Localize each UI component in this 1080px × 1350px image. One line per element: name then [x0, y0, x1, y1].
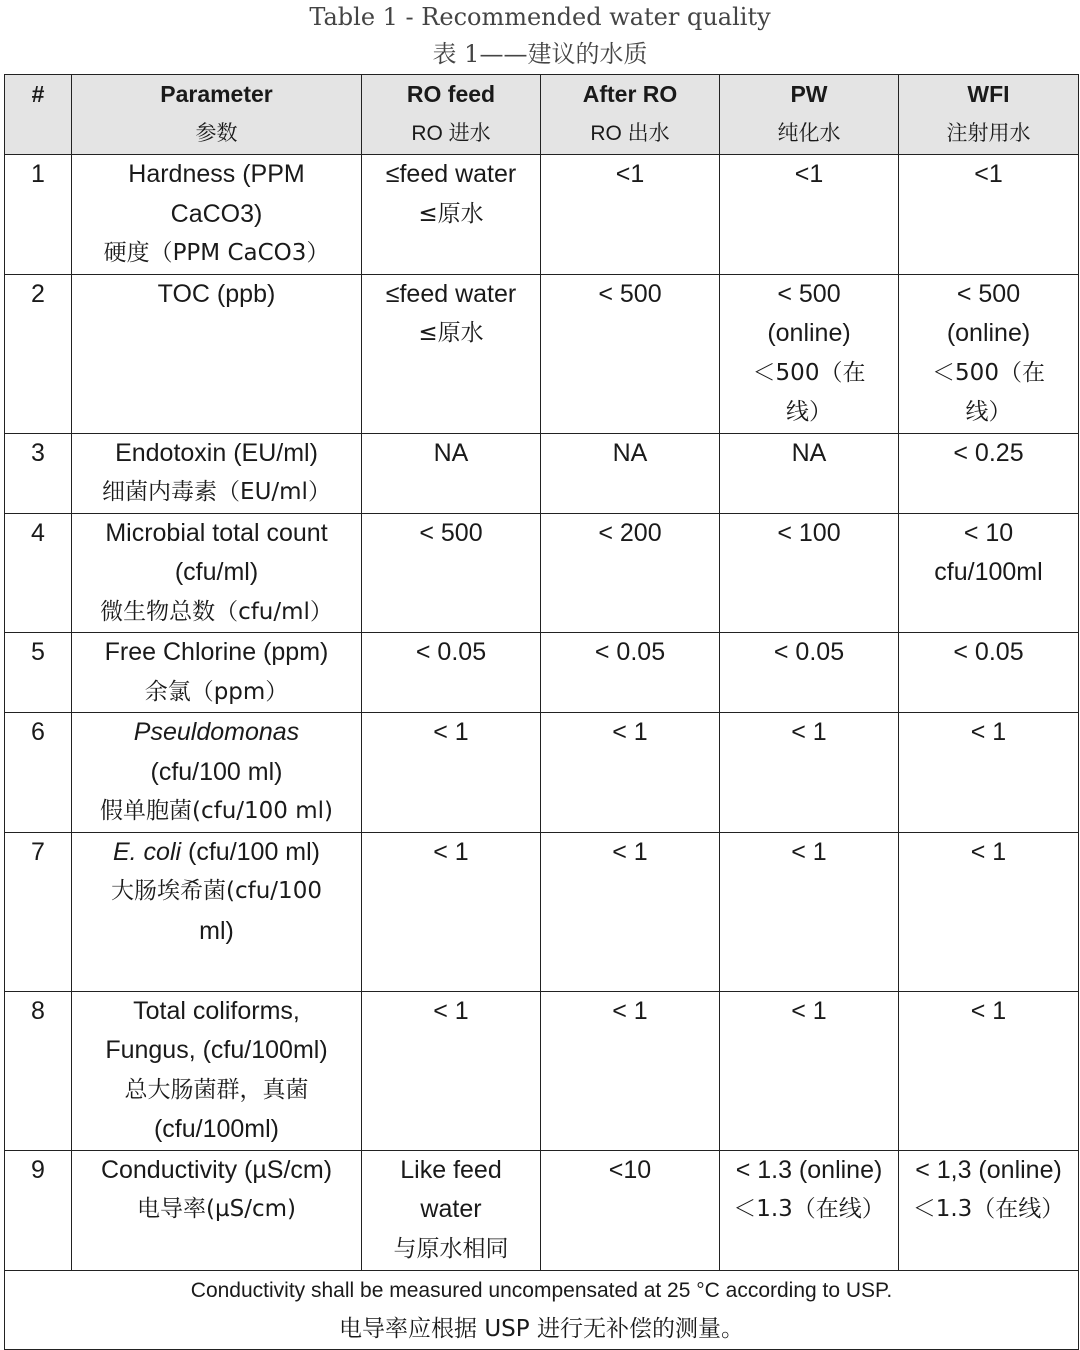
ro-feed-cell: ≤feed water ≤原水 — [362, 155, 541, 275]
ro-feed-cell: < 1 — [362, 991, 541, 1150]
note-zh: 电导率应根据 USP 进行无补偿的测量。 — [339, 1315, 744, 1342]
after-ro-cell: <1 — [541, 155, 720, 275]
table-row — [5, 713, 1079, 833]
header-pw: PW 纯化水 — [720, 75, 899, 155]
ro-feed-cell: < 500 — [362, 513, 541, 633]
after-ro-cell: < 1 — [541, 832, 720, 991]
table-row — [5, 513, 1079, 633]
row-number: 5 — [5, 633, 72, 713]
pw-cell: < 1.3 (online) ＜1.3（在线） — [720, 1150, 899, 1270]
wfi-cell: < 500 (online) ＜500（在 线） — [899, 274, 1079, 433]
pw-cell: <1 — [720, 155, 899, 275]
note-en: Conductivity shall be measured uncompensated at 25 °C according to USP. — [190, 1278, 893, 1302]
after-ro-cell: NA — [541, 433, 720, 513]
row-number: 7 — [5, 832, 72, 991]
parameter-cell: Endotoxin (EU/ml) 细菌内毒素（EU/ml） — [72, 433, 362, 513]
parameter-cell: Total coliforms, Fungus, (cfu/100ml) 总大肠菌群，真菌 (cfu/100ml) — [72, 991, 362, 1150]
parameter-cell: Conductivity (µS/cm) 电导率(µS/cm) — [72, 1150, 362, 1270]
ro-feed-cell: < 1 — [362, 832, 541, 991]
after-ro-cell: < 1 — [541, 991, 720, 1150]
ro-feed-cell: ≤feed water ≤原水 — [362, 274, 541, 433]
ro-feed-cell: < 0.05 — [362, 633, 541, 713]
after-ro-cell: < 500 — [541, 274, 720, 433]
table-row — [5, 433, 1079, 513]
row-number: 1 — [5, 155, 72, 275]
parameter-cell: TOC (ppb) — [72, 274, 362, 433]
row-number: 8 — [5, 991, 72, 1150]
parameter-cell: E. coli (cfu/100 ml) 大肠埃希菌(cfu/100 ml) — [72, 832, 362, 991]
table-title-en: Table 1 - Recommended water quality — [309, 3, 771, 31]
header-row — [5, 75, 1079, 155]
pw-cell: < 500 (online) ＜500（在 线） — [720, 274, 899, 433]
after-ro-cell: < 0.05 — [541, 633, 720, 713]
after-ro-cell: < 200 — [541, 513, 720, 633]
pw-cell: < 1 — [720, 713, 899, 833]
parameter-cell: Hardness (PPM CaCO3) 硬度（PPM CaCO3） — [72, 155, 362, 275]
row-number: 4 — [5, 513, 72, 633]
table-row — [5, 633, 1079, 713]
ro-feed-cell: < 1 — [362, 713, 541, 833]
wfi-cell: < 0.05 — [899, 633, 1079, 713]
row-number: 9 — [5, 1150, 72, 1270]
wfi-cell: < 1,3 (online) ＜1.3（在线） — [899, 1150, 1079, 1270]
table-row — [5, 274, 1079, 433]
wfi-cell: < 0.25 — [899, 433, 1079, 513]
ro-feed-cell: NA — [362, 433, 541, 513]
pw-cell: < 1 — [720, 832, 899, 991]
pw-cell: < 1 — [720, 991, 899, 1150]
row-number: 2 — [5, 274, 72, 433]
table-row — [5, 155, 1079, 275]
parameter-cell: Free Chlorine (ppm) 余氯（ppm） — [72, 633, 362, 713]
header-after-ro: After RO RO 出水 — [541, 75, 720, 155]
pw-cell: NA — [720, 433, 899, 513]
wfi-cell: < 10 cfu/100ml — [899, 513, 1079, 633]
wfi-cell: < 1 — [899, 713, 1079, 833]
pw-cell: < 0.05 — [720, 633, 899, 713]
table-note-row — [5, 1270, 1079, 1349]
row-number: 6 — [5, 713, 72, 833]
header-num: # — [5, 75, 72, 155]
ro-feed-cell: Like feed water 与原水相同 — [362, 1150, 541, 1270]
table-row — [5, 1150, 1079, 1270]
header-parameter: Parameter 参数 — [72, 75, 362, 155]
parameter-cell: Microbial total count (cfu/ml) 微生物总数（cfu/ml） — [72, 513, 362, 633]
after-ro-cell: <10 — [541, 1150, 720, 1270]
parameter-cell: Pseuldomonas (cfu/100 ml) 假单胞菌(cfu/100 ml) — [72, 713, 362, 833]
table-row — [5, 832, 1079, 991]
wfi-cell: < 1 — [899, 991, 1079, 1150]
header-wfi: WFI 注射用水 — [899, 75, 1079, 155]
table-row — [5, 991, 1079, 1150]
water-quality-table — [4, 74, 1079, 1350]
table-title-zh: 表 1——建议的水质 — [432, 40, 648, 68]
pw-cell: < 100 — [720, 513, 899, 633]
header-ro-feed: RO feed RO 进水 — [362, 75, 541, 155]
wfi-cell: <1 — [899, 155, 1079, 275]
wfi-cell: < 1 — [899, 832, 1079, 991]
table-note — [5, 1270, 1079, 1349]
after-ro-cell: < 1 — [541, 713, 720, 833]
row-number: 3 — [5, 433, 72, 513]
